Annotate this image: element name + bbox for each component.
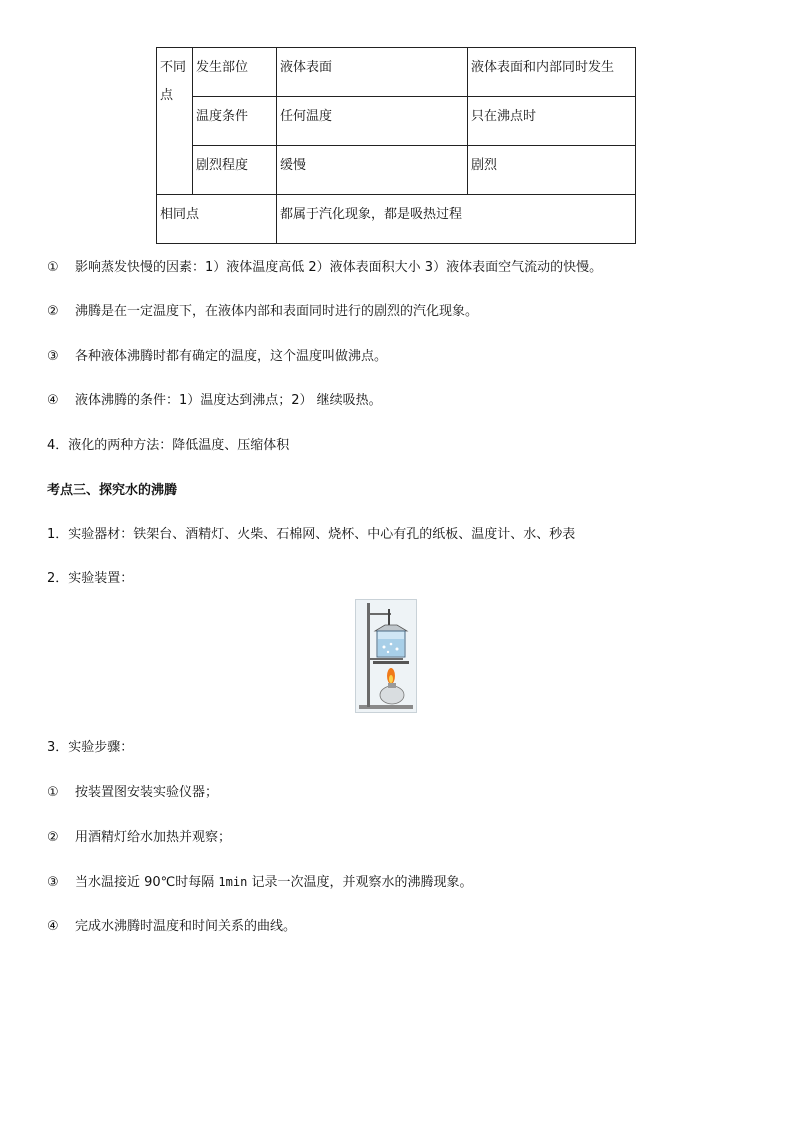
step-text: 完成水沸腾时温度和时间关系的曲线。	[75, 919, 297, 934]
liquefaction-line: 4．液化的两种方法：降低温度、压缩体积	[47, 438, 290, 453]
row-label-cell: 温度条件	[193, 97, 277, 146]
step-unit: 1min	[218, 875, 248, 889]
list-item	[47, 392, 382, 410]
same-label-cell: 相同点	[157, 195, 277, 244]
boiling-cell: 剧烈	[468, 146, 636, 195]
list-item	[47, 918, 296, 936]
step-text: 按装置图安装实验仪器；	[75, 785, 219, 800]
step-text: 用酒精灯给水加热并观察；	[75, 830, 232, 845]
list-item	[47, 303, 478, 321]
list-item	[47, 348, 387, 366]
stand-rod	[367, 603, 370, 707]
row-label-cell: 发生部位	[193, 48, 277, 97]
alcohol-lamp	[380, 686, 404, 704]
item-marker: ③	[47, 349, 59, 364]
evaporation-cell: 任何温度	[277, 97, 468, 146]
item-text: 沸腾是在一定温度下，在液体内部和表面同时进行的剧烈的汽化现象。	[75, 304, 479, 319]
steps-label: 3．实验步骤：	[47, 740, 134, 755]
table-row	[157, 195, 636, 244]
step-text-b: 记录一次温度，并观察水的沸腾现象。	[247, 875, 473, 890]
item-text: 各种液体沸腾时都有确定的温度，这个温度叫做沸点。	[75, 349, 388, 364]
item-marker: ②	[47, 304, 59, 319]
item-text: 液体沸腾的条件：1）温度达到沸点；2） 继续吸热。	[75, 393, 382, 408]
step-text-a: 当水温接近 90℃时每隔	[75, 875, 219, 890]
list-item	[47, 829, 231, 847]
list-item	[47, 873, 472, 892]
boiling-apparatus-image	[355, 599, 417, 713]
item-text: 影响蒸发快慢的因素：1）液体温度高低 2）液体表面积大小 3）液体表面空气流动的快慢。	[75, 260, 603, 275]
step-marker: ②	[47, 830, 59, 845]
boiling-cell: 只在沸点时	[468, 97, 636, 146]
same-text-cell: 都属于汽化现象，都是吸热过程	[277, 195, 636, 244]
section-title: 考点三、探究水的沸腾	[47, 483, 178, 498]
step-marker: ①	[47, 785, 59, 800]
step-marker: ④	[47, 919, 59, 934]
table-row	[157, 48, 636, 97]
list-item	[47, 259, 602, 277]
list-item	[47, 784, 218, 802]
evaporation-cell: 液体表面	[277, 48, 468, 97]
item-marker: ①	[47, 260, 59, 275]
device-label: 2．实验装置：	[47, 571, 134, 586]
row-label-cell: 剧烈程度	[193, 146, 277, 195]
item-marker: ④	[47, 393, 59, 408]
equipment-line: 1．实验器材：铁架台、酒精灯、火柴、石棉网、烧杯、中心有孔的纸板、温度计、水、秒表	[47, 527, 576, 542]
table-row	[157, 146, 636, 195]
evaporation-cell: 缓慢	[277, 146, 468, 195]
boiling-cell: 液体表面和内部同时发生	[468, 48, 636, 97]
diff-header-cell: 不同点	[157, 48, 193, 195]
table-row	[157, 97, 636, 146]
asbestos-net	[373, 661, 409, 664]
step-marker: ③	[47, 875, 59, 890]
comparison-table	[156, 47, 636, 244]
